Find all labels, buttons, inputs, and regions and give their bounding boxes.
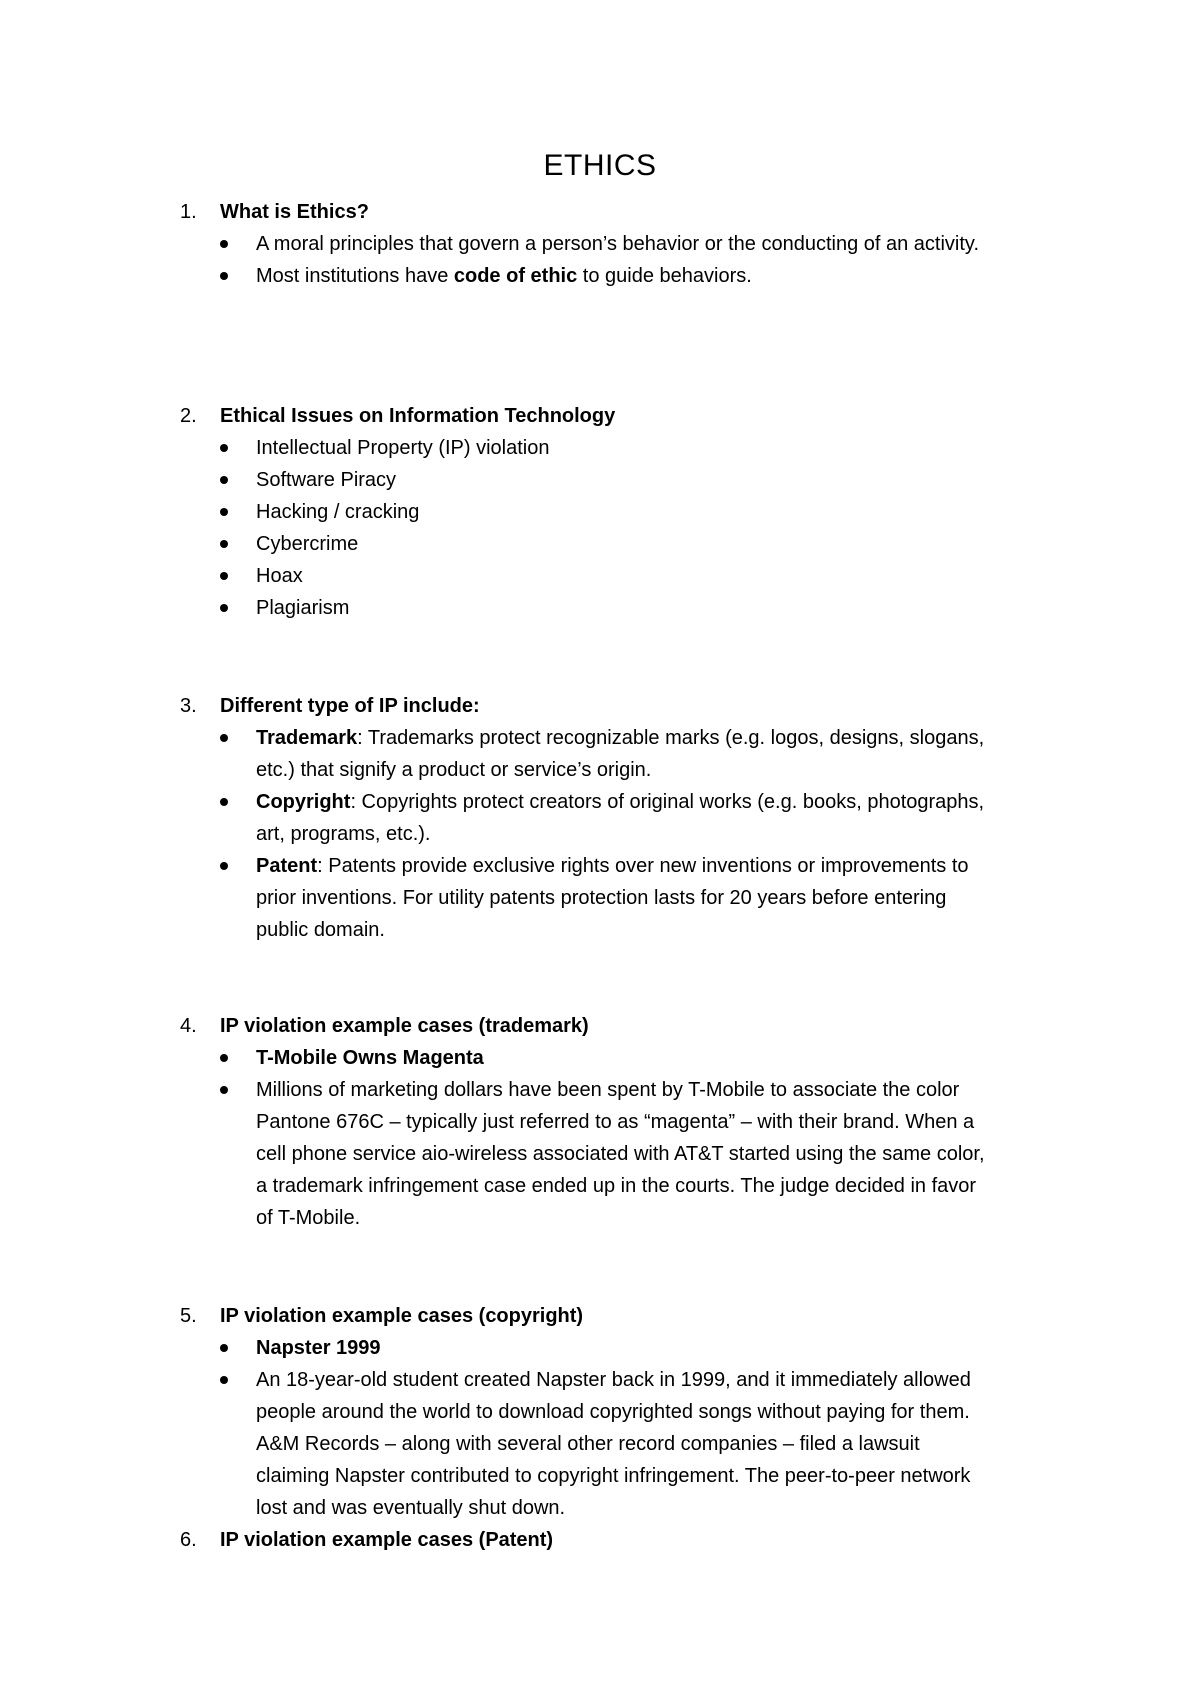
- list-item-text: A moral principles that govern a person’s behavior or the conducting of an activity.: [256, 233, 979, 255]
- list-item: [180, 496, 996, 528]
- section-heading-text: Ethical Issues on Information Technology: [220, 405, 616, 427]
- bullet-icon: [220, 1344, 228, 1352]
- bullet-icon: [220, 798, 228, 806]
- bullet-icon: [220, 1054, 228, 1062]
- list-item: [180, 260, 996, 292]
- bullet-list: [180, 1332, 1080, 1524]
- section-heading: [180, 1010, 1080, 1042]
- section-6-heading: [180, 1524, 1080, 1556]
- list-item-emphasis: code of ethic: [453, 265, 578, 287]
- bullet-list: [180, 432, 1080, 624]
- bullet-icon: [220, 572, 228, 580]
- list-item-text: to guide behaviors.: [577, 265, 752, 287]
- list-item: [180, 528, 996, 560]
- bullet-icon: [220, 444, 228, 452]
- section-heading-text: IP violation example cases (copyright): [220, 1305, 584, 1327]
- section-heading-text: IP violation example cases (trademark): [220, 1015, 589, 1037]
- list-item-text: Intellectual Property (IP) violation: [256, 437, 550, 459]
- section-5: [180, 1300, 1080, 1556]
- section-heading-text: Different type of IP include:: [220, 695, 480, 717]
- bullet-icon: [220, 540, 228, 548]
- list-item-term: Trademark: [256, 727, 358, 749]
- list-item-text: An 18-year-old student created Napster back in 1999, and it immediately allowed people around the world to download copyrighted songs without paying for them. A&M Records – along with several other record companies – filed a lawsuit claiming Napster contributed to copyright infringement. The peer-to-peer network lost and was eventually shut down.: [256, 1369, 971, 1519]
- section-number: 1.: [180, 201, 197, 223]
- list-item: [180, 850, 996, 946]
- bullet-list: [180, 722, 1080, 946]
- list-item: [180, 228, 996, 260]
- section-number: 4.: [180, 1015, 197, 1037]
- section-number: 2.: [180, 405, 197, 427]
- section-2: [180, 400, 1080, 624]
- bullet-icon: [220, 476, 228, 484]
- section-4: [180, 1010, 1080, 1234]
- list-item-text: Hoax: [256, 565, 303, 587]
- bullet-icon: [220, 604, 228, 612]
- section-number: 3.: [180, 695, 197, 717]
- section-heading-text: IP violation example cases (Patent): [220, 1529, 554, 1551]
- list-item: [180, 464, 996, 496]
- bullet-icon: [220, 862, 228, 870]
- document-title: ETHICS: [543, 149, 657, 182]
- list-item-term: Napster 1999: [256, 1337, 381, 1359]
- list-item-text: Hacking / cracking: [256, 501, 420, 523]
- section-3: [180, 690, 1080, 946]
- list-item: [180, 722, 996, 786]
- list-item-text: : Copyrights protect creators of original works (e.g. books, photographs, art, programs, etc.).: [256, 791, 985, 845]
- list-item: [180, 1364, 996, 1524]
- list-item-term: Patent: [256, 855, 318, 877]
- list-item-text: Cybercrime: [256, 533, 359, 555]
- section-heading: [180, 690, 1080, 722]
- section-heading: [180, 196, 1080, 228]
- bullet-icon: [220, 1086, 228, 1094]
- list-item: [180, 592, 996, 624]
- section-number: 5.: [180, 1305, 197, 1327]
- list-item: [180, 1332, 996, 1364]
- bullet-list: [180, 228, 1080, 292]
- list-item-term: Copyright: [256, 791, 351, 813]
- list-item: [180, 1074, 996, 1234]
- section-heading-text: What is Ethics?: [220, 201, 369, 223]
- section-heading: [180, 400, 1080, 432]
- list-item-text: : Patents provide exclusive rights over new inventions or improvements to prior inventions. For utility patents protection lasts for 20 years before entering public domain.: [256, 855, 969, 941]
- bullet-list: [180, 1042, 1080, 1234]
- list-item-text: : Trademarks protect recognizable marks (e.g. logos, designs, slogans, etc.) that signify a product or service’s origin.: [256, 727, 985, 781]
- bullet-icon: [220, 240, 228, 248]
- list-item-text: Millions of marketing dollars have been spent by T-Mobile to associate the color Pantone 676C – typically just referred to as “magenta” – with their brand. When a cell phone service aio-wireless associated with AT&T started using the same color, a trademark infringement case ended up in the courts. The judge decided in favor of T-Mobile.: [256, 1079, 985, 1229]
- list-item: [180, 1042, 996, 1074]
- bullet-icon: [220, 272, 228, 280]
- bullet-icon: [220, 508, 228, 516]
- bullet-icon: [220, 734, 228, 742]
- section-heading: [180, 1300, 1080, 1332]
- section-1: [180, 196, 1080, 292]
- bullet-icon: [220, 1376, 228, 1384]
- list-item: [180, 432, 996, 464]
- list-item-text: Most institutions have: [256, 265, 454, 287]
- list-item-term: T-Mobile Owns Magenta: [256, 1047, 484, 1069]
- list-item-text: Plagiarism: [256, 597, 350, 619]
- list-item: [180, 560, 996, 592]
- list-item: [180, 786, 996, 850]
- section-number: 6.: [180, 1529, 197, 1551]
- list-item-text: Software Piracy: [256, 469, 397, 491]
